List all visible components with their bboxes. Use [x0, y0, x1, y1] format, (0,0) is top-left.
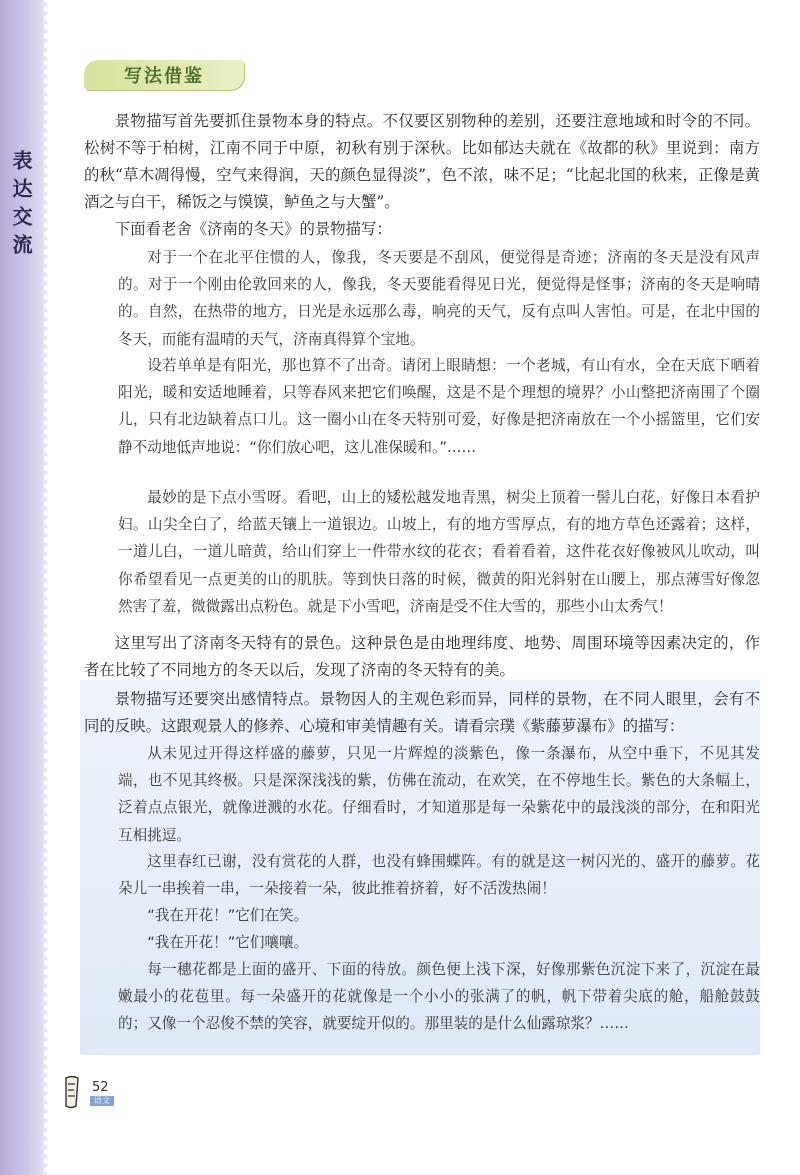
quote-paragraph: 从未见过开得这样盛的藤萝，只见一片辉煌的淡紫色，像一条瀑布，从空中垂下，不见其发端，也不见其终极。只是深深浅浅的紫，仿佛在流动，在欢笑，在不停地生长。紫色的大条幅上，泛着点点银光，就像迸溅的水花。仔细看时，才知道那是每一朵紫花中的最浅淡的部分，在和阳光互相挑逗。 — [118, 745, 760, 844]
paragraph-analysis: 这里写出了济南冬天特有的景色。这种景色是由地理纬度、地势、周围环境等因素决定的，作者在比较了不同地方的冬天以后，发现了济南的冬天特有的美。 — [84, 634, 760, 679]
quote-line: “我在开花！”它们在笑。 — [147, 907, 309, 924]
page-subject-label: 语文 — [90, 1096, 114, 1106]
section-title: 写法借鉴 — [124, 66, 204, 87]
quote-paragraph: 设若单单是有阳光，那也算不了出奇。请闭上眼睛想：一个老城，有山有水，全在天底下晒着阳光，暖和安适地睡着，只等春风来把它们唤醒，这是不是个理想的境界？小山整把济南围了个圈儿，只有北边缺着点口儿。这一圈小山在冬天特别可爱，好像是把济南放在一个小摇篮里，它们安静不动地低声地说：“你们放心吧，这儿准保暖和。”…… — [118, 357, 760, 456]
side-label: 表达交流 — [9, 150, 33, 262]
scroll-icon — [60, 1075, 84, 1109]
section-banner — [84, 60, 244, 90]
page-number: 52 — [92, 1080, 109, 1095]
quote-paragraph: 这里春红已谢，没有赏花的人群，也没有蜂围蝶阵。有的就是这一树闪光的、盛开的藤萝。花朵儿一串挨着一串，一朵接着一朵，彼此推着挤着，好不活泼热闹！ — [118, 853, 760, 898]
paragraph-emotion: 景物描写还要突出感情特点。景物因人的主观色彩而异，同样的景物，在不同人眼里，会有不同的反映。这跟观景人的修养、心境和审美情趣有关。请看宗璞《紫藤萝瀑布》的描写： — [84, 690, 760, 735]
quote-paragraph: 最妙的是下点小雪呀。看吧，山上的矮松越发地青黑，树尖上顶着一髻儿白花，好像日本看护妇。山尖全白了，给蓝天镶上一道银边。山坡上，有的地方雪厚点，有的地方草色还露着；这样，一道儿白，一道儿暗黄，给山们穿上一件带水纹的花衣；看着看着，这件花衣好像被风儿吹动，叫你希望看见一点更美的山的肌肤。等到快日落的时候，微黄的阳光斜射在山腰上，那点薄雪好像忽然害了羞，微微露出点粉色。就是下小雪吧，济南是受不住大雪的，那些小山太秀气！ — [118, 489, 760, 615]
quote-paragraph: 每一穗花都是上面的盛开、下面的待放。颜色便上浅下深，好像那紫色沉淀下来了，沉淀在最嫩最小的花苞里。每一朵盛开的花就像是一个小小的张满了的帆，帆下带着尖底的舱，船舱鼓鼓的；又像一个忍俊不禁的笑容，就要绽开似的。那里装的是什么仙露琼浆？…… — [118, 961, 760, 1033]
paragraph-lead: 下面看老舍《济南的冬天》的景物描写： — [114, 220, 392, 238]
quote-paragraph: 对于一个在北平住惯的人，像我，冬天要是不刮风，便觉得是奇迹；济南的冬天是没有风声的。对于一个刚由伦敦回来的人，像我，冬天要能看得见日光，便觉得是怪事；济南的冬天是响晴的。自然，在热带的地方，日光是永远那么毒，响亮的天气，反有点叫人害怕。可是，在北中国的冬天，而能有温晴的天气，济南真得算个宝地。 — [118, 249, 760, 348]
paragraph-intro: 景物描写首先要抓住景物本身的特点。不仅要区别物种的差别，还要注意地域和时令的不同。松树不等于柏树，江南不同于中原，初秋有别于深秋。比如郁达夫就在《故都的秋》里说到：南方的秋“草木凋得慢，空气来得润，天的颜色显得淡”，色不浓，味不足；“比起北国的秋来，正像是黄酒之与白干，稀饭之与馍馍，鲈鱼之与大蟹”。 — [84, 112, 760, 211]
quote-line: “我在开花！”它们嚷嚷。 — [147, 934, 309, 951]
